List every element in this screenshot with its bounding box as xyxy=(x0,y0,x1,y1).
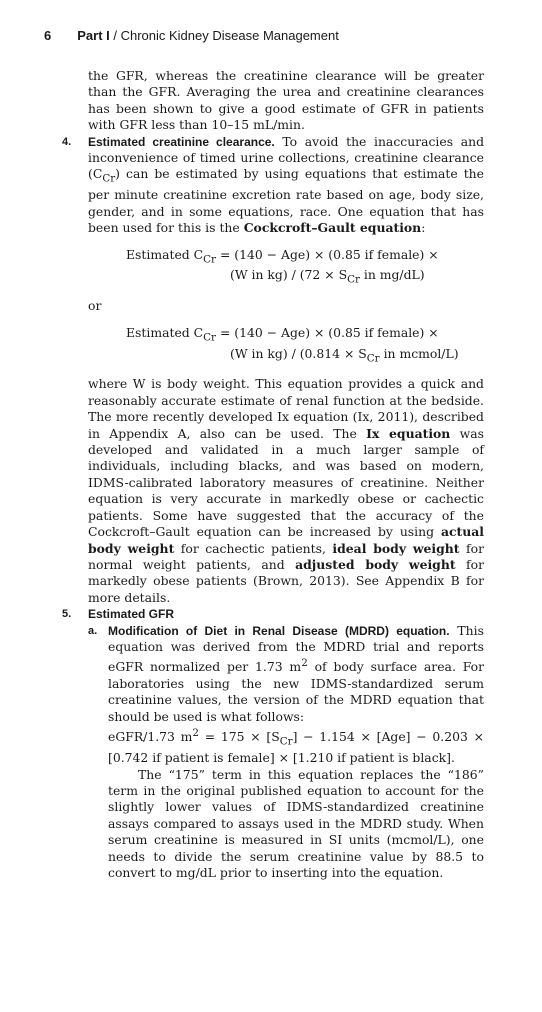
list-item-5 xyxy=(62,606,485,881)
item-number: 4. xyxy=(62,135,72,148)
running-header xyxy=(44,28,339,43)
body-text xyxy=(62,68,485,881)
equation-2: Estimated $C_{Cr} = (140 - Age) \times (0.85$ if female) × (W in $kg) / (0.814 \times S_{Cr}$ in mcmol/L) xyxy=(126,324,459,365)
item5-heading: Estimated GFR xyxy=(88,607,175,622)
item4-paragraph-2: where W is body weight. This equation provides a quick and reasonably accurate estimate of renal function at the bedside. The more recently developed Ix equation (Ix, 2011), described in Appendix A, also can be used. The Ix equation was developed and validated in a much larger sample of individuals, including blacks, and was based on modern, IDMS-calibrated laboratory measures of creatinine. Neither equation is very accurate in markedly obese or cachectic patients. Some have suggested that the accuracy of the Cockcroft–Gault equation can be increased by using actual body weight for cachectic patients, ideal body weight for normal weight patients, and adjusted body weight for markedly obese patients (Brown, 2013). See Appendix B for more details. xyxy=(88,376,484,605)
item-number: 5. xyxy=(62,608,72,621)
mdrd-equation: eGFR/1.73 $m^2 = 175 \times [S_{Cr}] - 1.154 \times [Age] - 0.203 \times [0.742$ if patient is female] × [1.210 if patient is black]. xyxy=(108,727,484,766)
or-connector: or xyxy=(88,298,102,314)
item4-paragraph: Estimated creatinine clearance. To avoid the inaccuracies and inconvenience of timed urine collections, creatinine clearance $(C_{Cr})$ can be estimated by using equations that estimate the per minute creatinine excretion rate based on age, body size, gender, and in some equations, race. One equation that has been used for this is the Cockcroft–Gault equation: xyxy=(88,133,484,236)
sub-item-letter: a. xyxy=(88,624,98,637)
sub-item-a xyxy=(88,622,485,882)
sub-a-paragraph-2: The “175” term in this equation replaces the “186” term in the original published equation to account for the slightly lower values of IDMS-standardized creatinine assays compared to assays used in the MDRD study. When serum creatinine is measured in SI units (mcmol/L), one needs to divide the serum creatinine value by 88.5 to convert to mg/dL prior to inserting into the equation. xyxy=(108,766,484,880)
sub-a-paragraph: Modification of Diet in Renal Disease (MDRD) equation. This equation was derived from the MDRD trial and reports eGFR normalized per 1.73 $m^2$ of body surface area. For laboratories using the new IDMS-standardized serum creatinine values, the version of the MDRD equation that should be used is what follows: xyxy=(108,622,485,724)
part-label: Part I xyxy=(77,28,110,43)
equation-1: Estimated $C_{Cr} = (140 - Age) \times (0.85$ if female) × (W in $kg) / (72 \times S_{Cr}$ in mg/dL) xyxy=(126,246,439,286)
section-title: Chronic Kidney Disease Management xyxy=(120,28,339,43)
bold-term: Cockcroft–Gault equation xyxy=(243,220,422,236)
header-separator: / xyxy=(109,28,121,43)
page-number: 6 xyxy=(44,28,52,43)
item-heading: Estimated creatinine clearance. xyxy=(88,134,275,149)
intro-paragraph: the GFR, whereas the creatinine clearance will be greater than the GFR. Averaging the urea and creatinine clearances has been shown to give a good estimate of GFR in patients with GFR less than 10–15 mL/min. xyxy=(88,68,484,133)
list-item-4 xyxy=(62,133,484,607)
